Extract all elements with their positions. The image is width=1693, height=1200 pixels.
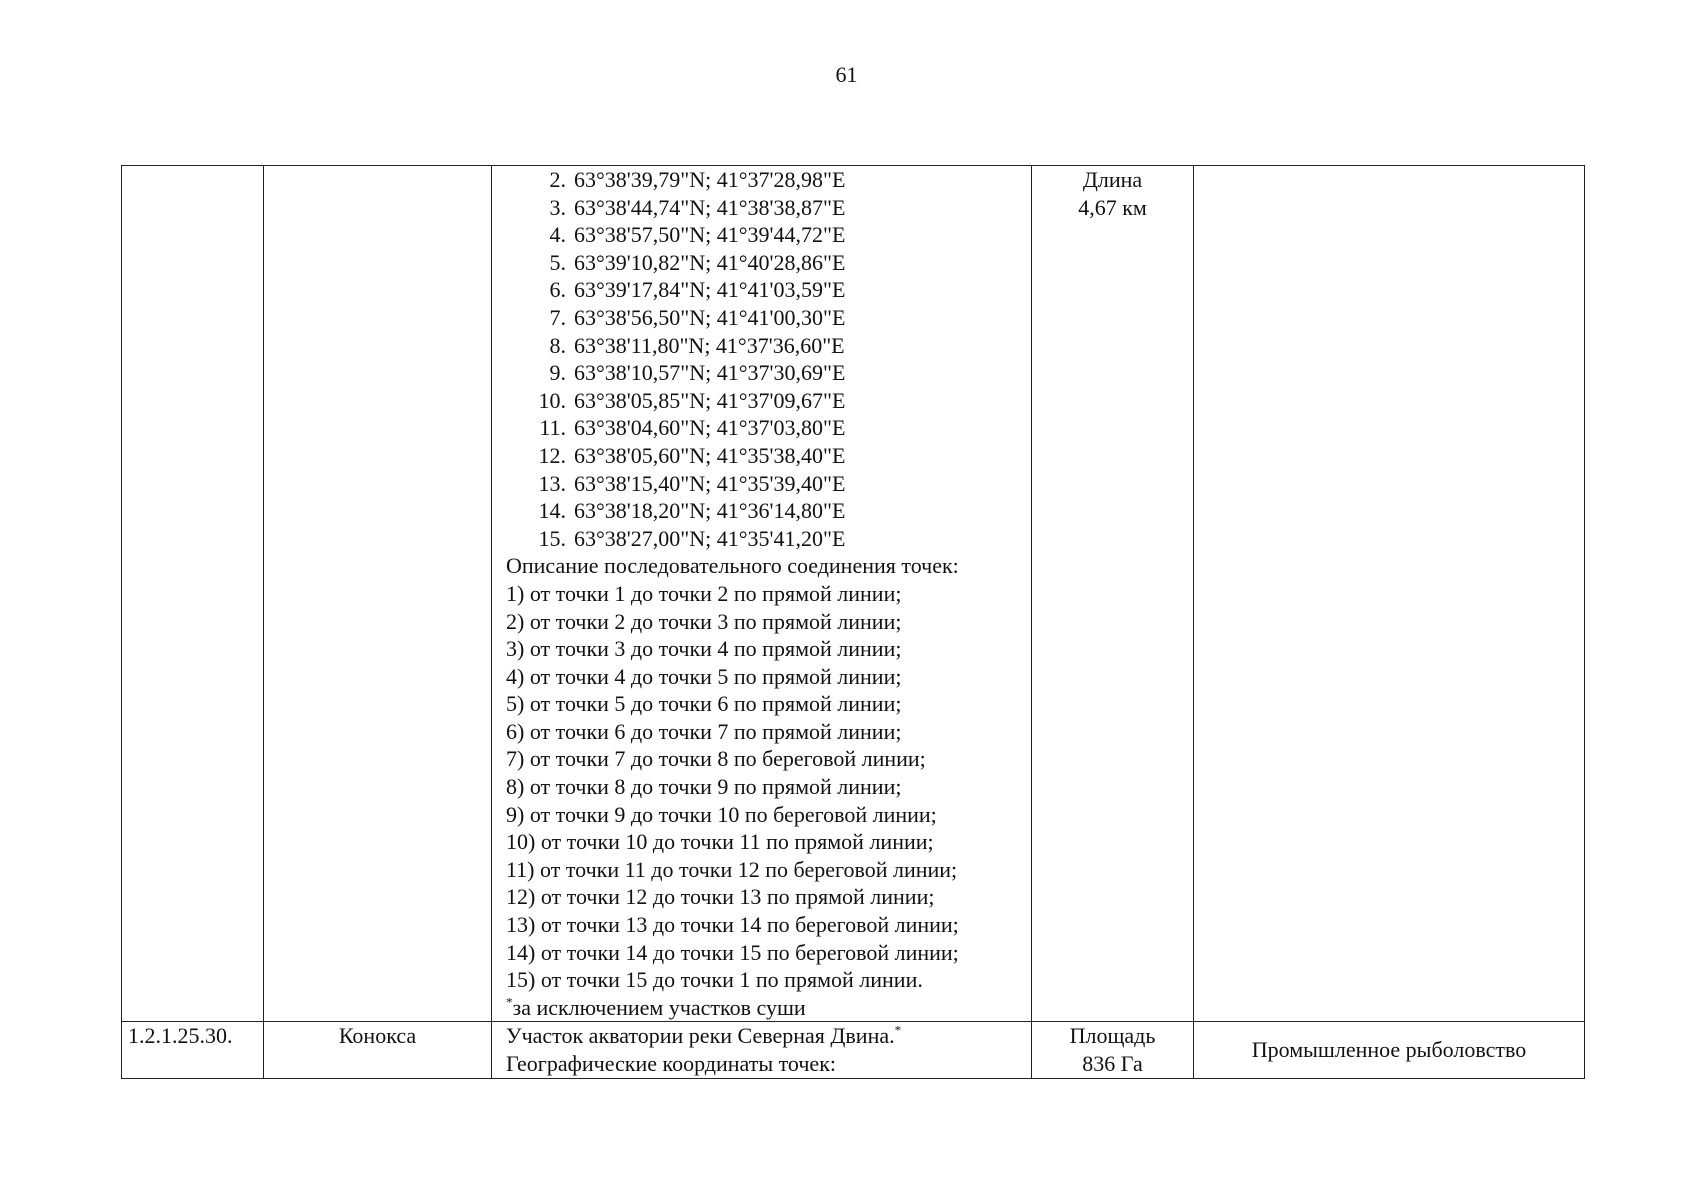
measure-value: 4,67 км bbox=[1078, 194, 1147, 220]
coordinate-value: 63°38'05,85"N; 41°37'09,67"E bbox=[574, 387, 846, 413]
coordinate-index: 3. bbox=[549, 194, 566, 220]
coordinate-value: 63°38'39,79"N; 41°37'28,98"E bbox=[574, 167, 846, 192]
connection-item: 15) от точки 15 до точки 1 по прямой линии. bbox=[506, 967, 923, 993]
cell-name: Конокса bbox=[264, 1022, 492, 1078]
footnote-mark: * bbox=[506, 994, 513, 1010]
table-row-new bbox=[122, 1022, 1585, 1078]
connection-item: 4) от точки 4 до точки 5 по прямой линии; bbox=[506, 663, 902, 689]
coordinate-value: 63°38'04,60"N; 41°37'03,80"E bbox=[574, 415, 846, 441]
cell-measure bbox=[1032, 1022, 1194, 1078]
measure-label: Площадь bbox=[1069, 1023, 1156, 1049]
connection-list bbox=[506, 580, 1031, 994]
coordinate-index: 10. bbox=[538, 387, 566, 413]
connection-heading: Описание последовательного соединения точек: bbox=[506, 553, 959, 579]
cell-measure bbox=[1032, 166, 1194, 1022]
coordinate-value: 63°39'17,84"N; 41°41'03,59"E bbox=[574, 277, 846, 303]
connection-item: 3) от точки 3 до точки 4 по прямой линии; bbox=[506, 636, 902, 662]
coordinate-item bbox=[506, 497, 1031, 525]
description-line bbox=[506, 1022, 1031, 1050]
coordinate-value: 63°38'18,20"N; 41°36'14,80"E bbox=[574, 498, 846, 524]
connection-item: 2) от точки 2 до точки 3 по прямой линии; bbox=[506, 608, 902, 634]
connection-item: 13) от точки 13 до точки 14 по береговой линии; bbox=[506, 912, 959, 938]
coordinate-item bbox=[506, 387, 1031, 415]
coordinate-item bbox=[506, 166, 1031, 194]
coordinate-item bbox=[506, 470, 1031, 498]
connection-item: 12) от точки 12 до точки 13 по прямой линии; bbox=[506, 884, 935, 910]
coordinate-item bbox=[506, 442, 1031, 470]
coordinate-value: 63°38'11,80"N; 41°37'36,60"E bbox=[574, 332, 845, 358]
footnote bbox=[506, 994, 1031, 1022]
fishery-sites-table bbox=[121, 165, 1585, 1079]
connection-item: 10) от точки 10 до точки 11 по прямой линии; bbox=[506, 829, 934, 855]
coordinate-index: 15. bbox=[538, 525, 566, 551]
cell-name-empty bbox=[264, 166, 492, 1022]
connection-item: 11) от точки 11 до точки 12 по береговой линии; bbox=[506, 856, 958, 882]
coordinate-item bbox=[506, 221, 1031, 249]
cell-description bbox=[492, 166, 1032, 1022]
coordinate-index: 12. bbox=[538, 442, 566, 468]
measure-label: Длина bbox=[1082, 167, 1143, 192]
coordinate-index: 8. bbox=[549, 332, 566, 358]
coordinates-heading: Географические координаты точек: bbox=[506, 1051, 836, 1076]
footnote-mark: * bbox=[894, 1023, 902, 1039]
coordinate-item bbox=[506, 414, 1031, 442]
coordinate-value: 63°38'27,00"N; 41°35'41,20"E bbox=[574, 525, 846, 551]
cell-use: Промышленное рыболовство bbox=[1194, 1022, 1585, 1078]
coordinate-value: 63°39'10,82"N; 41°40'28,86"E bbox=[574, 249, 846, 275]
connection-item: 5) от точки 5 до точки 6 по прямой линии; bbox=[506, 691, 902, 717]
coordinate-item bbox=[506, 304, 1031, 332]
coordinate-item bbox=[506, 276, 1031, 304]
cell-number: 1.2.1.25.30. bbox=[122, 1022, 264, 1078]
footnote-text: за исключением участков суши bbox=[512, 994, 806, 1020]
connection-item: 9) от точки 9 до точки 10 по береговой линии; bbox=[506, 801, 937, 827]
page-number: 61 bbox=[835, 62, 858, 87]
coordinate-index: 2. bbox=[549, 167, 566, 192]
coordinate-item bbox=[506, 359, 1031, 387]
coordinate-index: 13. bbox=[538, 470, 566, 496]
coordinate-index: 14. bbox=[538, 498, 566, 524]
coordinate-index: 4. bbox=[549, 222, 566, 248]
coordinate-index: 9. bbox=[549, 360, 566, 386]
measure-value: 836 Га bbox=[1082, 1051, 1143, 1076]
coordinate-value: 63°38'05,60"N; 41°35'38,40"E bbox=[574, 442, 846, 468]
coordinate-index: 6. bbox=[549, 277, 566, 303]
coordinate-value: 63°38'56,50"N; 41°41'00,30"E bbox=[574, 304, 846, 330]
coordinate-value: 63°38'44,74"N; 41°38'38,87"E bbox=[574, 194, 846, 220]
coordinate-index: 7. bbox=[549, 304, 566, 330]
coordinate-item bbox=[506, 332, 1031, 360]
connection-item: 7) от точки 7 до точки 8 по береговой линии; bbox=[506, 746, 926, 772]
coordinate-value: 63°38'57,50"N; 41°39'44,72"E bbox=[574, 222, 846, 248]
coordinate-item bbox=[506, 194, 1031, 222]
connection-item: 14) от точки 14 до точки 15 по береговой линии; bbox=[506, 939, 959, 965]
coordinate-value: 63°38'10,57"N; 41°37'30,69"E bbox=[574, 360, 846, 386]
connection-item: 8) от точки 8 до точки 9 по прямой линии; bbox=[506, 774, 902, 800]
description-text: Участок акватории реки Северная Двина. bbox=[506, 1023, 895, 1049]
coordinate-list bbox=[506, 166, 1031, 552]
coordinate-index: 5. bbox=[549, 249, 566, 275]
connection-item: 6) от точки 6 до точки 7 по прямой линии; bbox=[506, 718, 902, 744]
cell-use-empty bbox=[1194, 166, 1585, 1022]
table-row-continued bbox=[122, 166, 1585, 1022]
cell-description bbox=[492, 1022, 1032, 1078]
connection-item: 1) от точки 1 до точки 2 по прямой линии; bbox=[506, 580, 902, 606]
cell-number-empty bbox=[122, 166, 264, 1022]
coordinate-value: 63°38'15,40"N; 41°35'39,40"E bbox=[574, 470, 846, 496]
coordinate-item bbox=[506, 249, 1031, 277]
coordinate-index: 11. bbox=[539, 415, 566, 441]
coordinate-item bbox=[506, 525, 1031, 553]
